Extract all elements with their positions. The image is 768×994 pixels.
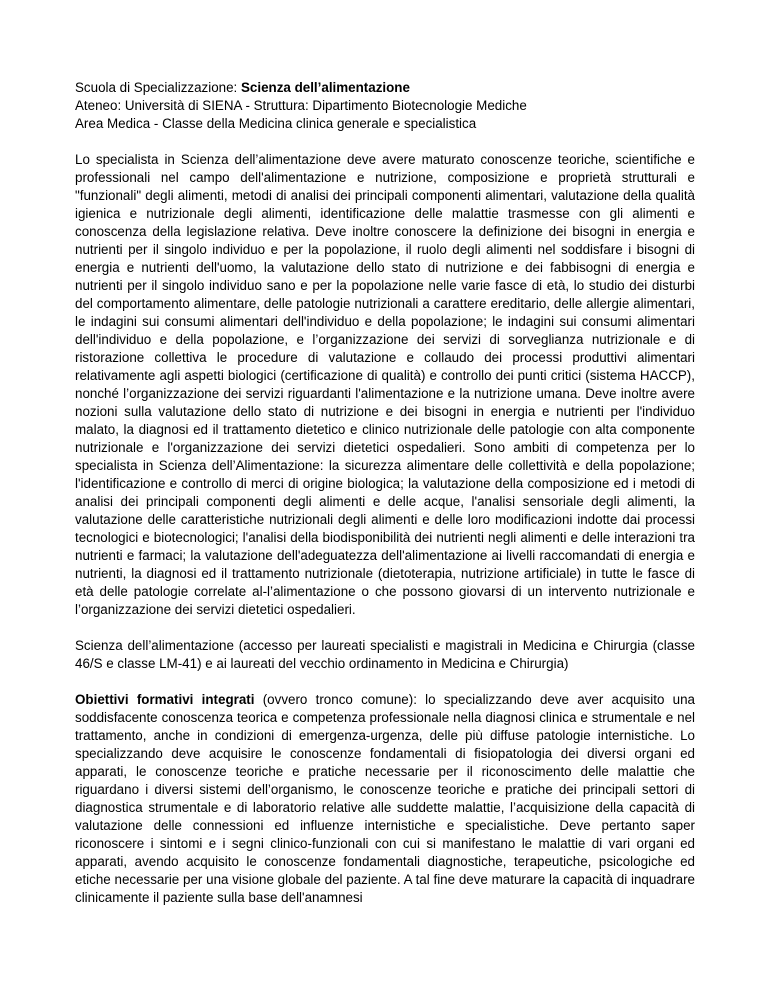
objectives-text: (ovvero tronco comune): lo specializzando deve aver acquisito una soddisfacente conoscenza teorica e competenza professionale nella diagnosi clinica e strumentale e nel trattamento, anche in condizioni di emergenza-urgenza, delle più diffuse patologie internistiche. Lo specializzando deve acquisire le conoscenze fondamentali di fisiopatologia dei diversi organi ed apparati, le conoscenze teoriche e pratiche necessarie per il riconoscimento delle malattie che riguardano i diversi sistemi dell’organismo, le conoscenze teoriche e pratiche dei principali settori di diagnostica strumentale e di laboratorio relative alle suddette malattie, l’acquisizione della capacità di valutazione delle connessioni ed influenze internistiche e specialistiche. Deve pertanto saper riconoscere i sintomi e i segni clinico-funzionali con cui si manifestano le malattie di vari organi ed apparati, avendo acquisito le conoscenze fondamentali diagnostiche, terapeutiche, psicologiche ed etiche necessarie per una visione globale del paziente. A tal fine deve maturare la capacità di inquadrare clinicamente il paziente sulla base dell'anamnesi [75, 692, 695, 905]
school-line [75, 79, 695, 97]
description-paragraph: Lo specialista in Scienza dell’alimentazione deve avere maturato conoscenze teoriche, scientifiche e professionali nel campo dell'alimentazione e nutrizione, composizione e proprietà strutturali e "funzionali" degli alimenti, metodi di analisi dei principali componenti alimentari, valutazione della qualità igienica e nutrizionale degli alimenti, identificazione delle malattie trasmesse con gli alimenti e conoscenza della legislazione relativa. Deve inoltre conoscere la definizione dei bisogni in energia e nutrienti per il singolo individuo e per la popolazione, il ruolo degli alimenti nel soddisfare i bisogni di energia e nutrienti dell'uomo, la valutazione dello stato di nutrizione e dei fabbisogni di energia e nutrienti per il singolo individuo sano e per la popolazione nelle varie fasce di età, lo studio dei disturbi del comportamento alimentare, delle patologie nutrizionali a carattere ereditario, delle allergie alimentari, le indagini sui consumi alimentari dell'individuo e della popolazione; le indagini sui consumi alimentari dell'individuo e della popolazione, e l’organizzazione dei servizi di sorveglianza nutrizionale e di ristorazione collettiva le procedure di valutazione e collaudo dei processi produttivi alimentari relativamente agli aspetti biologici (certificazione di qualità) e controllo dei punti critici (sistema HACCP), nonché l’organizzazione dei servizi riguardanti l'alimentazione e la nutrizione umana. Deve inoltre avere nozioni sulla valutazione dello stato di nutrizione e dei bisogni in energia e nutrienti per l'individuo malato, la diagnosi ed il trattamento dietetico e clinico nutrizionale delle patologie con alta componente nutrizionale e l'organizzazione dei servizi dietetici ospedalieri. Sono ambiti di competenza per lo specialista in Scienza dell’Alimentazione: la sicurezza alimentare delle collettività e della popolazione; l'identificazione e controllo di merci di origine biologica; la valutazione della composizione ed i metodi di analisi dei principali componenti degli alimenti e delle acque, l'analisi sensoriale degli alimenti, la valutazione delle caratteristiche nutrizionali degli alimenti e delle loro modificazioni indotte dai processi tecnologici e biotecnologici; l'analisi della biodisponibilità dei nutrienti negli alimenti e delle interazioni tra nutrienti e farmaci; la valutazione dell'adeguatezza dell'alimentazione ai livelli raccomandati di energia e nutrienti, la diagnosi ed il trattamento nutrizionale (dietoterapia, nutrizione artificiale) in tutte le fasce di età delle patologie correlate al-l’alimentazione o che possono giovarsi di un intervento nutrizionale e l’organizzazione dei servizi dietetici ospedalieri. [75, 152, 695, 617]
objectives-paragraph [75, 691, 695, 907]
area-line: Area Medica - Classe della Medicina clinica generale e specialistica [75, 116, 477, 131]
spacer [75, 619, 695, 637]
document-page [75, 79, 695, 907]
ateneo-line: Ateneo: Università di SIENA - Struttura: Dipartimento Biotecnologie Mediche [75, 98, 527, 113]
spacer [75, 673, 695, 691]
spacer [75, 133, 695, 151]
objectives-lead: Obiettivi formativi integrati [75, 692, 255, 707]
access-paragraph: Scienza dell’alimentazione (accesso per laureati specialisti e magistrali in Medicina e Chirurgia (classe 46/S e classe LM-41) e ai laureati del vecchio ordinamento in Medicina e Chirurgia) [75, 638, 695, 671]
school-name: Scienza dell’alimentazione [241, 80, 410, 95]
school-prefix: Scuola di Specializzazione: [75, 80, 241, 95]
